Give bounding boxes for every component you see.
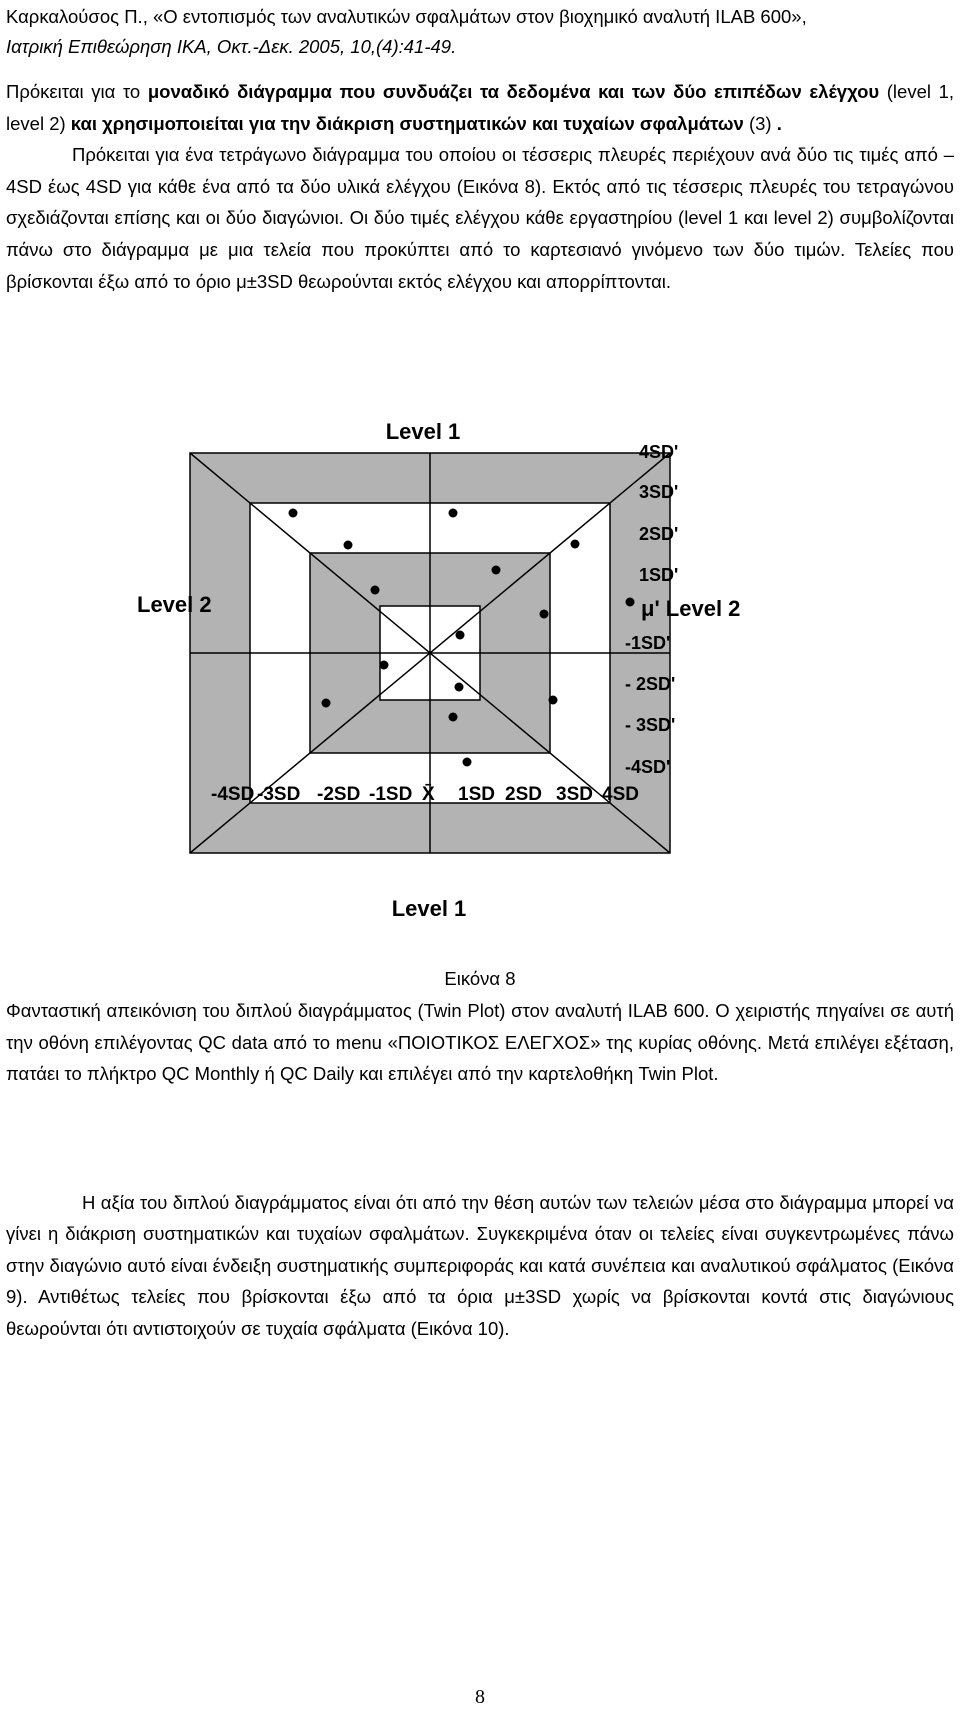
level1-top-label: Level 1 [385, 419, 461, 444]
twin-plot-svg [137, 419, 770, 928]
p2-text: Η αξία του διπλού διαγράμματος είναι ότι από την θέση αυτών των τελειών μέσα στο διάγραμμα μπορεί να γίνει η διάκριση συστηματικών και τυχαίων σφαλμάτων. Συγκεκριμένα όταν οι τελείες είναι συγκεντρωμένες πάνω στην διαγώνιο αυτό είναι ένδειξη συστηματικής συμπεριφοράς και κατά συνέπεια και αναλυτικού σφάλματος (Εικόνα 9). Αντιθέτως τελείες που βρίσκονται έξω από τα όρια μ±3SD χωρίς να βρίσκονται κοντά στις διαγώνιους θεωρούνται ότι αντιστοιχούν σε τυχαία σφάλματα (Εικόνα 10). [6, 1192, 954, 1339]
data-point [344, 541, 353, 550]
bottom-label-4sd: 4SD [602, 784, 639, 805]
citation-line-1: Καρκαλούσος Π., «Ο εντοπισμός των αναλυτικών σφαλμάτων στον βιοχημικό αναλυτή ILAB 600», [6, 6, 807, 27]
data-point [549, 696, 558, 705]
data-point [371, 586, 380, 595]
bottom-label-1sd: 1SD [458, 784, 495, 805]
bottom-label-mean: X̄ [422, 784, 435, 805]
data-point [463, 758, 472, 767]
data-point [571, 540, 580, 549]
data-point [289, 509, 298, 518]
data-point [540, 610, 549, 619]
right-label-minus-2sd: - 2SD' [625, 674, 676, 694]
bottom-label-3sd: 3SD [556, 784, 593, 805]
data-point [455, 683, 464, 692]
figure-caption: Φανταστική απεικόνιση του διπλού διαγράμματος (Twin Plot) στον αναλυτή ILAB 600. Ο χειριστής πηγαίνει σε αυτή την οθόνη επιλέγοντας QC data από το menu «ΠΟΙΟΤΙΚΟΣ ΕΛΕΓΧΟΣ» της κυρίας οθόνης. Μετά επιλέγει εξέταση, πατάει το πλήκτρο QC Monthly ή QC Daily και επιλέγει από την καρτελοθήκη Twin Plot. [6, 1000, 954, 1085]
data-point [380, 661, 389, 670]
citation-line-2: Ιατρική Επιθεώρηση ΙΚΑ, Οκτ.-Δεκ. 2005, 10,(4):41-49. [6, 36, 457, 57]
right-label-2sd: 2SD' [639, 524, 679, 544]
data-point [626, 598, 635, 607]
data-point [449, 713, 458, 722]
right-label-minus-4sd: -4SD' [625, 757, 671, 777]
right-label-1sd: 1SD' [639, 565, 679, 585]
twin-plot-diagram [137, 419, 770, 928]
p1-text-4: Πρόκειται για ένα τετράγωνο διάγραμμα του οποίου οι τέσσερις πλευρές περιέχουν ανά δύο τις τιμές από –4SD έως 4SD για κάθε ένα από τα δύο υλικά ελέγχου (Εικόνα 8). Εκτός από τις τέσσερις πλευρές του τετραγώνου σχεδιάζονται επίσης και οι δύο διαγώνιοι. Οι δύο τιμές ελέγχου κάθε εργαστηρίου (level 1 και level 2) συμβολίζονται πάνω στο διάγραμμα με μια τελεία που προκύπτει από το καρτεσιανό γινόμενο των δύο τιμών. Τελείες που βρίσκονται έξω από το όριο μ±3SD θεωρούνται εκτός ελέγχου και απορρίπτονται. [6, 144, 954, 292]
bottom-label-minus-2sd: -2SD [317, 784, 361, 805]
page-number: 8 [475, 1686, 485, 1708]
bottom-label-minus-1sd: -1SD [369, 784, 413, 805]
citation-header [6, 2, 936, 62]
right-label-3sd: 3SD' [639, 482, 679, 502]
data-point [449, 509, 458, 518]
p1-text-2: (level 1, level 2) [6, 81, 954, 134]
p1-text-3: (3) [743, 112, 777, 134]
right-label-minus-1sd: -1SD' [625, 633, 671, 653]
data-point [492, 566, 501, 575]
bottom-label-minus-3sd: -3SD [257, 784, 301, 805]
p1-bold-3: . [776, 112, 782, 134]
paragraph-twin-plot-intro [6, 76, 954, 297]
bottom-label-minus-4sd: -4SD [211, 784, 255, 805]
p1-bold-2: και χρησιμοποιείται για την διάκριση συστηματικών και τυχαίων σφαλμάτων [70, 112, 744, 134]
p1-text-1: Πρόκειται για το [6, 81, 148, 102]
level2-left-label: Level 2 [137, 592, 212, 617]
right-label-minus-3sd: - 3SD' [625, 715, 676, 735]
level2-right-label: μ' Level 2 [641, 596, 741, 621]
right-label-4sd: 4SD' [639, 442, 679, 462]
data-point [322, 699, 331, 708]
data-point [456, 631, 465, 640]
figure-title: Εικόνα 8 [444, 968, 516, 989]
level1-bottom-label: Level 1 [391, 896, 467, 921]
p1-bold-1: μοναδικό διάγραμμα που συνδυάζει τα δεδομένα και των δύο επιπέδων ελέγχου [147, 81, 880, 102]
bottom-axis-labels [211, 784, 639, 805]
paragraph-twin-plot-value [6, 1187, 954, 1344]
bottom-label-2sd: 2SD [505, 784, 542, 805]
